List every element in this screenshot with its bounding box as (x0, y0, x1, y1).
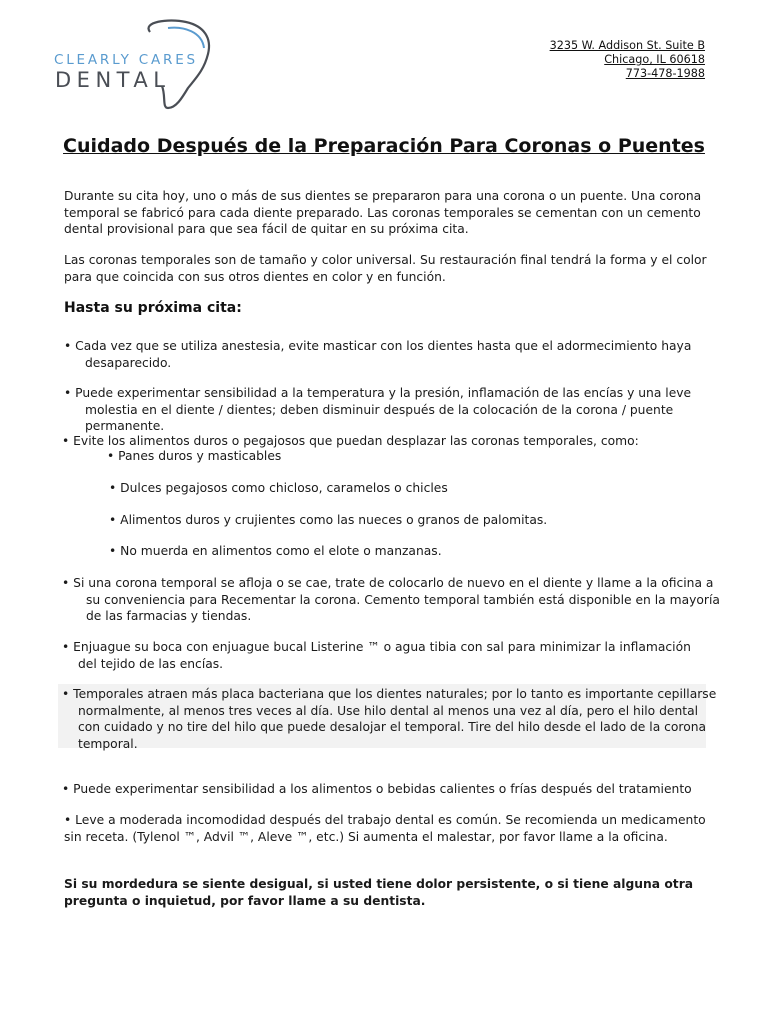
bullet-hot-cold: • Puede experimentar sensibilidad a los alimentos o bebidas calientes o frías después del tratamiento (62, 782, 692, 796)
avoid-item: • Panes duros y masticables (107, 449, 282, 463)
avoid-item: • No muerda en alimentos como el elote o manzanas. (109, 544, 442, 558)
logo-wordmark-bottom: DENTAL (55, 68, 171, 92)
section-heading: Hasta su próxima cita: (64, 300, 242, 316)
address-phone[interactable]: 773-478-1988 (625, 67, 705, 81)
bullet-rinse: • Enjuague su boca con enjuague bucal Listerine ™ o agua tibia con sal para minimizar la inflamación del tejido de las encías. (62, 640, 691, 671)
bullet-loose-crown: • Si una corona temporal se afloja o se cae, trate de colocarlo de nuevo en el diente y llame a la oficina a su conveniencia para Recementar la corona. Cemento temporal también está disponible en la mayoría de las farmacias y tiendas. (62, 576, 720, 623)
bullet-discomfort: • Leve a moderada incomodidad después del trabajo dental es común. Se recomienda un medicamento sin receta. (Tylenol ™, Advil ™, Aleve ™, etc.) Si aumenta el malestar, por favor llame a la oficina. (64, 813, 706, 844)
clinic-logo (50, 16, 220, 111)
closing-note: Si su mordedura se siente desigual, si usted tiene dolor persistente, o si tiene alguna otra pregunta o inquietud, por favor llame a su dentista. (64, 877, 694, 908)
clinic-address (550, 39, 705, 82)
avoid-item: • Dulces pegajosos como chicloso, caramelos o chicles (109, 481, 448, 495)
intro-paragraph-1: Durante su cita hoy, uno o más de sus dientes se prepararon para una corona o un puente. Una corona temporal se fabricó para cada diente preparado. Las coronas temporales se cementan con un cemento dental provisional para que sea fácil de quitar en su próxima cita. (64, 189, 702, 236)
avoid-item: • Alimentos duros y crujientes como las nueces o granos de palomitas. (109, 513, 548, 527)
intro-paragraph-2: Las coronas temporales son de tamaño y color universal. Su restauración final tendrá la forma y el color para que coincida con sus otros dientes en color y en función. (64, 253, 707, 284)
bullet-avoid: • Evite los alimentos duros o pegajosos que puedan desplazar las coronas temporales, como: (62, 434, 639, 448)
page-title: Cuidado Después de la Preparación Para Coronas o Puentes (63, 135, 705, 157)
bullet-anesthesia: • Cada vez que se utiliza anestesia, evite masticar con los dientes hasta que el adormecimiento haya desaparecido. (64, 339, 692, 370)
address-city[interactable]: Chicago, IL 60618 (604, 53, 705, 67)
address-street[interactable]: 3235 W. Addison St. Suite B (549, 39, 705, 52)
bullet-sensitivity: • Puede experimentar sensibilidad a la temperatura y la presión, inflamación de las encías y una leve molestia en el diente / dientes; deben disminuir después de la colocación de la corona / puente permanente. (64, 386, 692, 433)
bullet-plaque: • Temporales atraen más placa bacteriana que los dientes naturales; por lo tanto es importante cepillarse normalmente, al menos tres veces al día. Use hilo dental al menos una vez al día, pero el hilo dental con cuidado y no tire del hilo que puede desalojar el temporal. Tire del hilo desde el lado de la corona temporal. (62, 687, 717, 751)
logo-wordmark-top: CLEARLY CARES (54, 52, 198, 68)
